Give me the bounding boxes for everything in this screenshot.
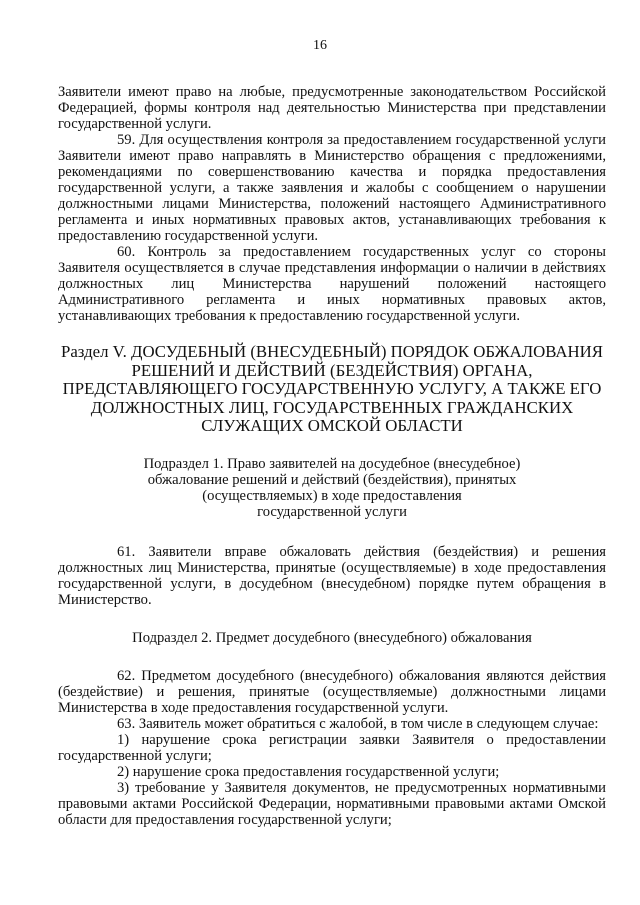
subsection-1-title xyxy=(58,456,606,520)
subsection-1-line: Подраздел 1. Право заявителей на досудебное (внесудебное) xyxy=(143,455,521,472)
document-body xyxy=(58,84,606,828)
paragraph-63: 63. Заявитель может обратиться с жалобой, в том числе в следующем случае: xyxy=(117,715,599,732)
list-item-2: 2) нарушение срока предоставления государственной услуги; xyxy=(117,763,500,780)
subsection-2-title: Подраздел 2. Предмет досудебного (внесудебного) обжалования xyxy=(132,629,532,646)
section-title: Раздел V. ДОСУДЕБНЫЙ (ВНЕСУДЕБНЫЙ) ПОРЯДОК ОБЖАЛОВАНИЯ РЕШЕНИЙ И ДЕЙСТВИЙ (БЕЗДЕЙСТВИЯ) ОРГАНА, ПРЕДСТАВЛЯЮЩЕГО ГОСУДАРСТВЕННУЮ УСЛУГУ, А ТАКЖЕ ЕГО ДОЛЖНОСТНЫХ ЛИЦ, ГОСУДАРСТВЕННЫХ ГРАЖДАНСКИХ СЛУЖАЩИХ ОМСКОЙ ОБЛАСТИ xyxy=(61,342,603,436)
paragraph-62: 62. Предметом досудебного (внесудебного) обжалования являются действия (бездействие) и решения, принятые (осуществляемые) должностными лицами Министерства в ходе предоставления государственной услуги. xyxy=(58,667,606,716)
paragraph-61: 61. Заявители вправе обжаловать действия (бездействия) и решения должностных лиц Министерства, принятые (осуществляемые) в ходе предоставления государственной услуги, в досудебном (внесудебном) порядке путем обращения в Министерство. xyxy=(58,543,606,608)
paragraph-60: 60. Контроль за предоставлением государственных услуг со стороны Заявителя осуществляется в случае представления информации о наличии в действиях должностных лиц Министерства нарушений положений настоящего Административного регламента и иных нормативных правовых актов, устанавливающих требования к предоставлению государственной услуги. xyxy=(58,244,606,324)
paragraph-59: 59. Для осуществления контроля за предоставлением государственной услуги Заявители имеют право направлять в Министерство обращения с предложениями, рекомендациями по совершенствованию качества и порядка предоставления государственной услуги, а также заявления и жалобы с сообщением о нарушении должностными лицами Министерства, положений настоящего Административного регламента и иных нормативных правовых актов, устанавливающих требования к предоставлению государственной услуги. xyxy=(58,132,606,244)
page-number: 16 xyxy=(313,38,327,53)
list-item-1: 1) нарушение срока регистрации заявки Заявителя о предоставлении государственной услуги; xyxy=(58,731,606,764)
subsection-1-line: (осуществляемых) в ходе предоставления xyxy=(202,487,462,504)
subsection-1-line: обжалование решений и действий (бездействия), принятых xyxy=(147,471,517,488)
paragraph-control-rights: Заявители имеют право на любые, предусмотренные законодательством Российской Федерацией, формы контроля над деятельностью Министерства при представлении государственной услуги. xyxy=(58,84,606,132)
subsection-1-line: государственной услуги xyxy=(257,503,407,520)
list-item-3: 3) требование у Заявителя документов, не предусмотренных нормативными правовыми актами Российской Федерации, нормативными правовыми актами Омской области для предоставления государственной услуги; xyxy=(58,779,606,828)
